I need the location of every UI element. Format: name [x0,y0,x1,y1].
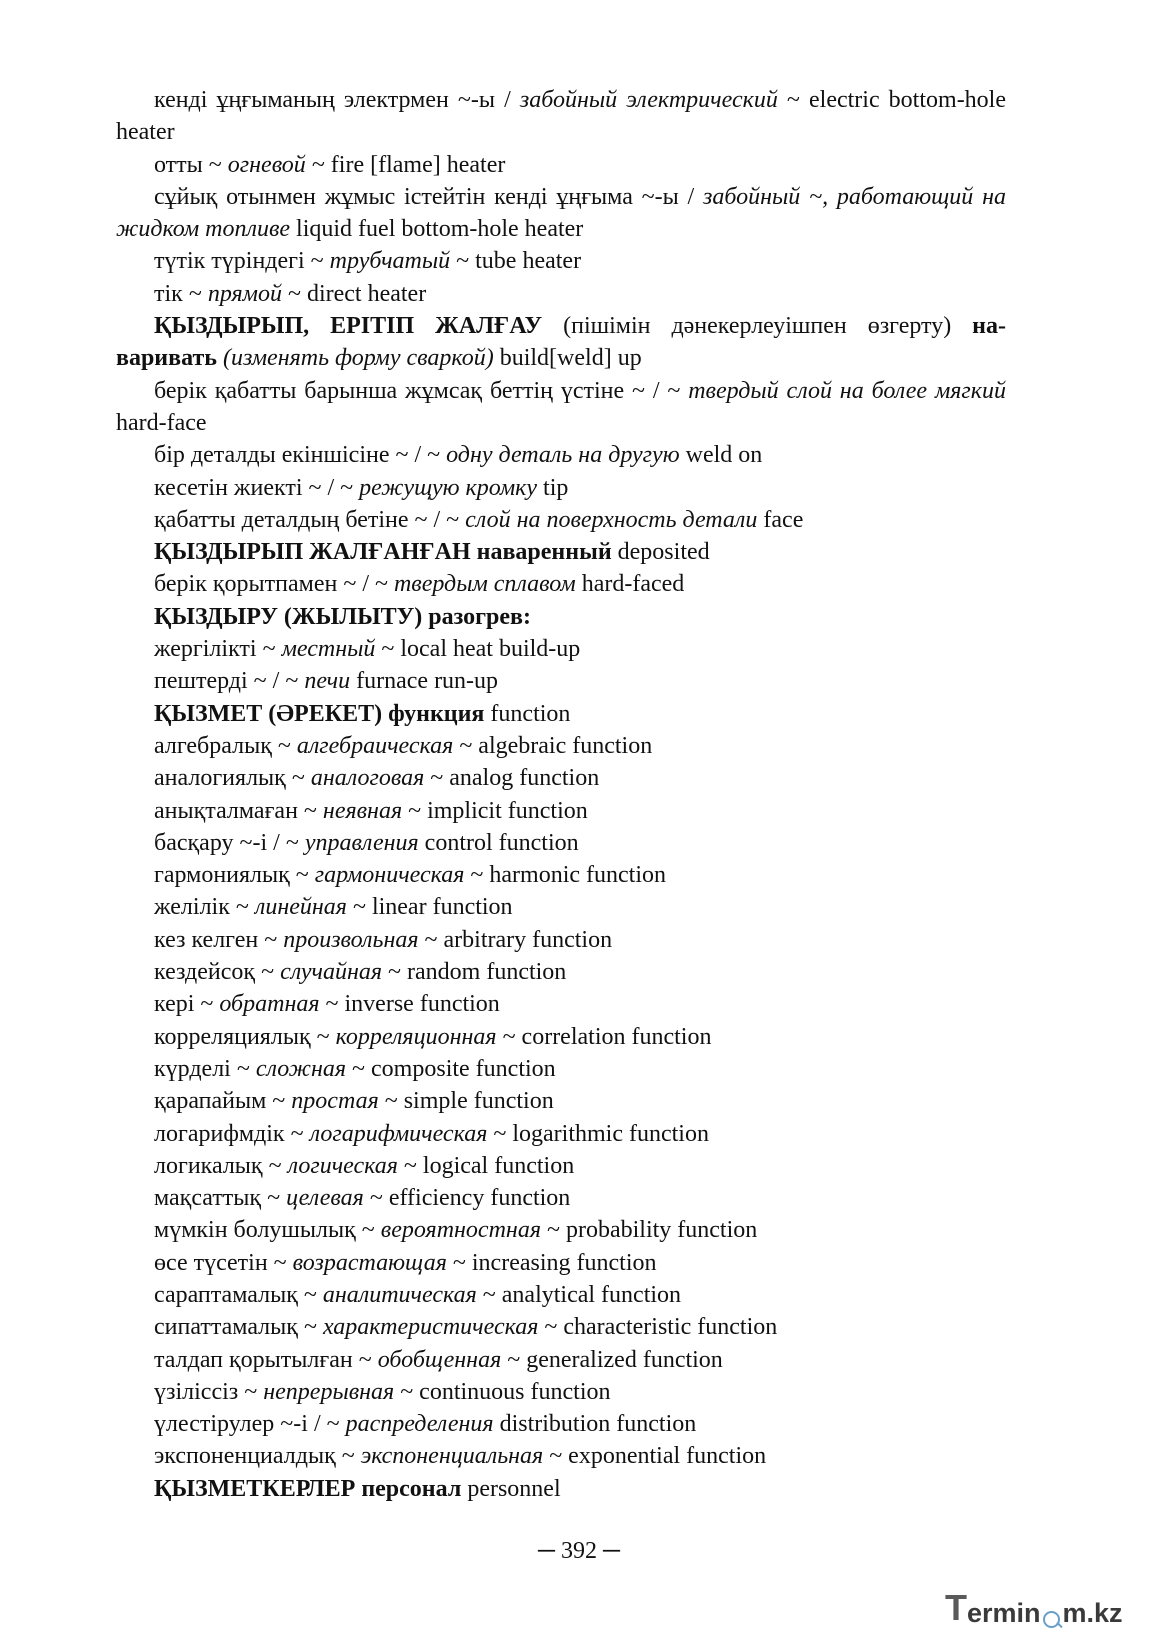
entry-text: ~ random function [382,959,567,986]
entry-text: control function [418,829,579,856]
entry-text: liquid fuel bottom-hole heater [290,216,584,243]
entry-text: үзіліссіз ~ [154,1378,264,1405]
entry-text: ~ continuous function [394,1378,611,1405]
dictionary-entry [116,795,1006,827]
entry-text: ~ tube heater [450,248,582,275]
entry-russian-term: одну деталь на другую [446,442,680,469]
entry-text: бір деталды екіншісіне ~ / ~ [154,442,447,469]
entry-text: function [484,700,571,727]
entry-text: build[weld] up [493,345,642,372]
entry-text: талдап қорытылған ~ [154,1346,378,1373]
entry-text: жергілікті ~ [154,636,282,663]
entry-text: ~ fire [flame] heater [305,151,506,178]
entry-text: мақсаттық ~ [154,1185,287,1212]
dictionary-entry [116,149,1006,181]
dictionary-entry [116,1247,1006,1279]
entry-text: weld on [679,442,763,469]
dictionary-entry [116,1085,1006,1117]
dictionary-entry [116,859,1006,891]
entry-russian-term: алгебраическая [296,732,454,759]
entry-headword: ҚЫЗМЕТ (ӘРЕКЕТ) [154,700,383,727]
page-number: ─ 392 ─ [537,1538,620,1564]
entry-text: ~ inverse function [319,991,500,1018]
entry-russian-term: корреляционная [335,1023,497,1050]
entry-text: ~ simple function [378,1088,554,1115]
entry-text: кері ~ [154,991,220,1018]
entry-headword: ҚЫЗДЫРЫП ЖАЛҒАНҒАН [154,539,471,566]
entry-text: ~ exponential function [543,1443,767,1470]
entry-text: tip [537,474,569,501]
dictionary-entry [116,956,1006,988]
entry-text: тік ~ [154,280,208,307]
dictionary-entry [116,762,1006,794]
entry-russian-term: характеристическая [322,1314,539,1341]
dictionary-entry [116,1214,1006,1246]
logo-text-part1: ermin [967,1598,1041,1628]
entry-russian-term: линейная [254,894,347,921]
entry-text: personnel [461,1475,561,1502]
entry-text: сипаттамалық ~ [154,1314,323,1341]
entry-russian-headword: разогрев: [428,603,531,630]
dictionary-entry [116,439,1006,471]
entry-text: ~ linear function [346,894,513,921]
entry-russian-term: твердый слой на более мягкий [688,377,1007,404]
dictionary-entry [116,730,1006,762]
entry-headword: ҚЫЗДЫРУ (ЖЫЛЫТУ) [154,603,423,630]
dictionary-entry [116,1408,1006,1440]
entry-russian-term: слой на поверхность детали [465,506,758,533]
entry-russian-term: забойный ~, работающий на жидком топливе [116,183,1007,243]
entry-text: сараптамалық ~ [154,1281,323,1308]
dictionary-entry [116,1376,1006,1408]
entry-russian-term: аналитическая [322,1281,477,1308]
entry-text: кездейсоқ ~ [154,959,281,986]
dictionary-entry [116,698,1006,730]
entry-russian-term: (изменять форму сваркой) [222,345,494,372]
entry-russian-term: местный [281,636,376,663]
entry-russian-term: прямой [207,280,282,307]
dictionary-entry [116,181,1006,246]
entry-text: өсе түсетін ~ [154,1249,293,1276]
dictionary-entry [116,891,1006,923]
dictionary-entry [116,924,1006,956]
entry-text: ~ generalized function [501,1346,723,1373]
entry-headword: ҚЫЗМЕТКЕРЛЕР [154,1475,356,1502]
entry-text: ~ analytical function [476,1281,682,1308]
entry-text: берік қорытпамен ~ / ~ [154,571,394,598]
dictionary-entry [116,1311,1006,1343]
entry-headword: ҚЫЗДЫРЫП, ЕРІТІП ЖАЛҒАУ [154,313,543,340]
entry-text: ~ logical function [397,1152,575,1179]
entry-text: face [757,506,804,533]
entry-text: қабатты деталдың бетіне ~ / ~ [154,506,466,533]
entry-text: ~ efficiency function [363,1185,571,1212]
entry-text: күрделі ~ [154,1055,256,1082]
dictionary-entry [116,1279,1006,1311]
entry-text: deposited [611,539,710,566]
dictionary-entry [116,310,1006,375]
dictionary-entry [116,1344,1006,1376]
entry-text: ~ implicit function [402,797,588,824]
entry-text: анықталмаған ~ [154,797,323,824]
entry-text: кез келген ~ [154,926,284,953]
dictionary-entry [116,1118,1006,1150]
dictionary-entry [116,278,1006,310]
entry-russian-term: логарифмическая [309,1120,488,1147]
entry-text: гармониялық ~ [154,862,315,889]
dictionary-entry [116,988,1006,1020]
entry-text: түтік түріндегі ~ [154,248,330,275]
entry-russian-term: обратная [219,991,320,1018]
entry-russian-headword: персонал [361,1475,462,1502]
entry-text: пештерді ~ / ~ [154,668,305,695]
entry-text: distribution function [493,1411,697,1438]
entry-russian-headword: наваренный [476,539,612,566]
entry-text: сұйық отынмен жұмыс істейтін кенді ұңғыма ~-ы / [154,183,704,210]
entry-text: аналогиялық ~ [154,765,311,792]
entry-text: ~ algebraic function [453,732,653,759]
dictionary-entry [116,1053,1006,1085]
entry-text: басқару ~-і / ~ [154,829,305,856]
entry-russian-headword: наваривать [116,313,1006,372]
logo-text-part2: m.kz [1062,1598,1123,1628]
entry-text: ~ increasing function [446,1249,657,1276]
entry-text: қарапайым ~ [154,1088,292,1115]
entry-russian-headword: функция [388,700,485,727]
entry-russian-term: огневой [227,151,306,178]
entry-russian-term: случайная [280,959,383,986]
dictionary-entry [116,245,1006,277]
entry-russian-term: логическая [287,1152,398,1179]
dictionary-entry [116,375,1006,440]
dictionary-entry [116,536,1006,568]
dictionary-entry [116,84,1006,149]
dictionary-entry [116,1473,1006,1505]
entry-text: ~ electric bottom-hole heater [116,87,1007,146]
entry-text: hard-faced [575,571,685,598]
entry-text: отты ~ [154,151,228,178]
dictionary-entry [116,665,1006,697]
entry-text: ~ logarithmic function [487,1120,709,1147]
entry-russian-term: произвольная [283,926,419,953]
entry-text: ~ local heat build-up [375,636,581,663]
dictionary-entry [116,633,1006,665]
entry-text: логикалық ~ [154,1152,288,1179]
entry-text: кенді ұңғыманың электрмен ~-ы / [154,87,520,113]
entry-russian-term: управления [304,829,419,856]
entry-russian-term: твердым сплавом [393,571,576,598]
entry-text: ~ correlation function [496,1023,712,1050]
entry-russian-term: простая [291,1088,379,1115]
entry-text: желілік ~ [154,894,255,921]
entry-text: кесетін жиекті ~ / ~ [154,474,360,501]
entry-text: ~ arbitrary function [418,926,613,953]
entry-russian-term: экспоненциальная [360,1443,544,1470]
termincom-logo [945,1589,1145,1629]
entry-text: ~ direct heater [281,280,427,307]
entry-russian-term: гармоническая [314,862,465,889]
entry-text: алгебралық ~ [154,732,297,759]
entry-text: логарифмдік ~ [154,1120,310,1147]
entry-russian-term: забойный электрический [519,87,778,113]
dictionary-entry [116,1021,1006,1053]
dictionary-entry [116,1182,1006,1214]
dictionary-entry [116,1440,1006,1472]
entry-text: (пішімін дәнекерлеуішпен өзгерту) [542,313,973,340]
entry-text: корреляциялық ~ [154,1023,336,1050]
magnifier-icon [1042,1609,1062,1629]
logo-letter-t: T [945,1587,967,1628]
entry-text: hard-face [116,409,207,436]
dictionary-entry [116,601,1006,633]
entry-russian-term: целевая [286,1185,364,1212]
entry-russian-term: возрастающая [292,1249,447,1276]
entry-russian-term: печи [304,668,351,695]
dictionary-entry [116,1150,1006,1182]
dictionary-entry [116,568,1006,600]
entry-text: ~ analog function [424,765,600,792]
entry-text: ~ harmonic function [464,862,667,889]
entry-russian-term: сложная [255,1055,347,1082]
entry-text: ~ composite function [346,1055,556,1082]
entry-russian-term: вероятностная [380,1217,541,1244]
entry-text: берік қабатты барынша жұмсақ беттің үстіне ~ / ~ [154,377,689,404]
entry-russian-term: обобщенная [377,1346,502,1373]
entry-text: экспоненциалдық ~ [154,1443,361,1470]
dictionary-entry [116,472,1006,504]
entry-russian-term: трубчатый [329,248,451,275]
dictionary-entry [116,827,1006,859]
dictionary-page [116,84,1006,1505]
entry-russian-term: распределения [345,1411,494,1438]
entry-russian-term: непрерывная [263,1378,395,1405]
entry-russian-term: режущую кромку [359,474,538,501]
entry-russian-term: аналоговая [310,765,425,792]
entry-text: furnace run-up [350,668,499,695]
entry-text: ~ probability function [540,1217,758,1244]
entry-text: үлестірулер ~-і / ~ [154,1411,346,1438]
entry-russian-term: неявная [322,797,403,824]
entry-text: мүмкін болушылық ~ [154,1217,381,1244]
entry-text: ~ characteristic function [538,1314,778,1341]
dictionary-entry [116,504,1006,536]
